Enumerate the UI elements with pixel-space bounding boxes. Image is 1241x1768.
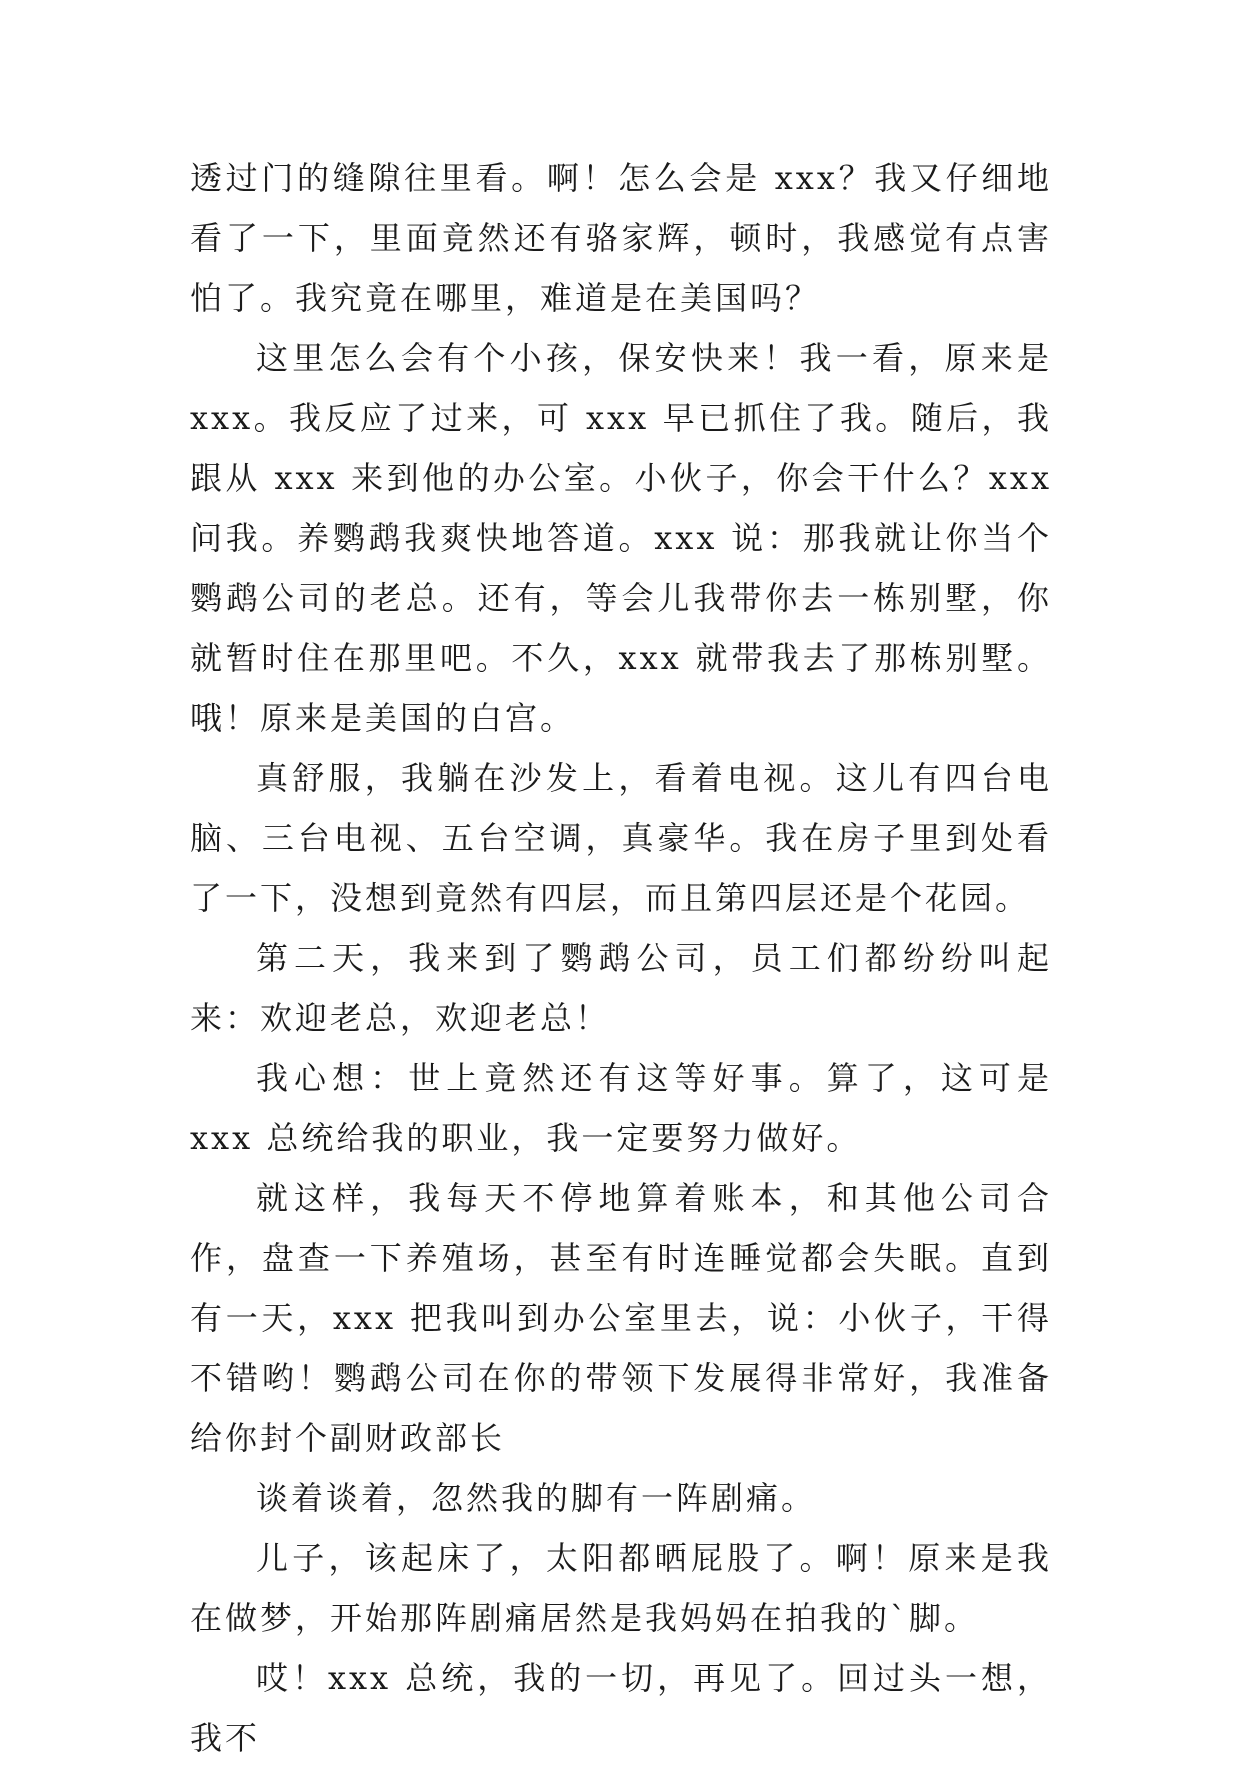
paragraph-9: 哎！xxx 总统，我的一切，再见了。回过头一想，我不 xyxy=(190,1659,1052,1757)
paragraph-2: 这里怎么会有个小孩，保安快来！我一看，原来是 xxx。我反应了过来，可 xxx 早已抓住了我。随后，我跟从 xxx 来到他的办公室。小伙子，你会干什么？xxx 问我。养鹦鹉我爽快地答道。xxx 说：那我就让你当个鹦鹉公司的老总。还有，等会儿我带你去一栋别墅，你就暂时住在那里吧。不久，xxx 就带我去了那栋别墅。哦！原来是美国的白宫。 xyxy=(190,339,1052,737)
paragraph-4: 第二天，我来到了鹦鹉公司，员工们都纷纷叫起来：欢迎老总，欢迎老总！ xyxy=(190,939,1052,1037)
paragraph-6: 就这样，我每天不停地算着账本，和其他公司合作，盘查一下养殖场，甚至有时连睡觉都会失眠。直到有一天，xxx 把我叫到办公室里去，说：小伙子，干得不错哟！鹦鹉公司在你的带领下发展得非常好，我准备给你封个副财政部长 xyxy=(190,1179,1052,1457)
paragraph-1: 透过门的缝隙往里看。啊！怎么会是 xxx？我又仔细地看了一下，里面竟然还有骆家辉，顿时，我感觉有点害怕了。我究竟在哪里，难道是在美国吗？ xyxy=(190,159,1052,317)
paragraph-7: 谈着谈着，忽然我的脚有一阵剧痛。 xyxy=(256,1479,817,1517)
paragraph-8: 儿子，该起床了，太阳都晒屁股了。啊！原来是我在做梦，开始那阵剧痛居然是我妈妈在拍我的`脚。 xyxy=(190,1539,1052,1637)
paragraph-5: 我心想：世上竟然还有这等好事。算了，这可是 xxx 总统给我的职业，我一定要努力做好。 xyxy=(190,1059,1052,1157)
document-body xyxy=(190,148,1052,1768)
paragraph-3: 真舒服，我躺在沙发上，看着电视。这儿有四台电脑、三台电视、五台空调，真豪华。我在房子里到处看了一下，没想到竟然有四层，而且第四层还是个花园。 xyxy=(190,759,1052,917)
